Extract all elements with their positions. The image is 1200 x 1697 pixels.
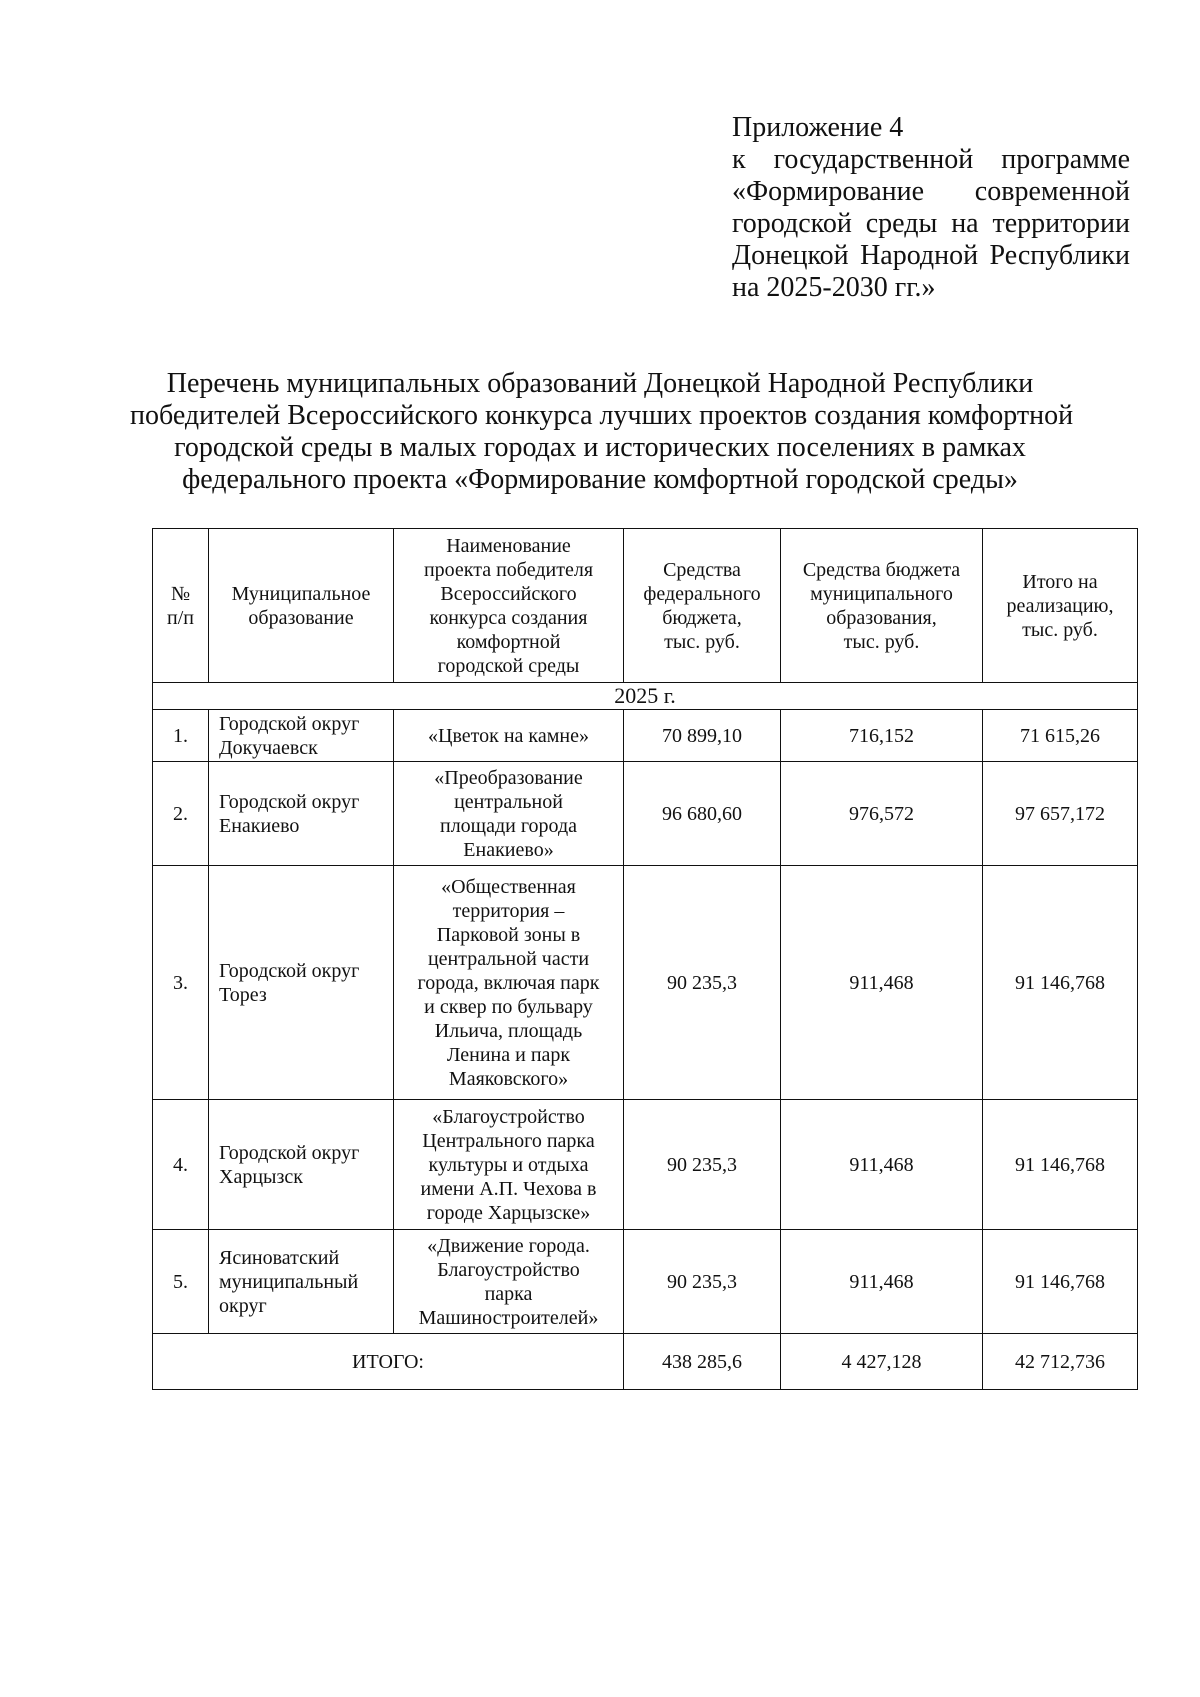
text-line: Городской округ	[219, 790, 360, 813]
appendix-line: на 2025-2030 гг.»	[732, 272, 936, 303]
header-row	[153, 529, 1138, 683]
cell-municipal: 976,572	[781, 762, 983, 866]
cell-federal: 96 680,60	[624, 762, 781, 866]
text-line: Ясиноватский	[219, 1246, 340, 1269]
appendix-line: Донецкой Народной Республики	[732, 240, 1130, 271]
text-line: Наименование	[446, 534, 571, 557]
text-line: Докучаевск	[219, 736, 318, 759]
text-line: «Преобразование	[434, 766, 583, 789]
text-line: проекта победителя	[423, 558, 594, 581]
cell-municipal: 716,152	[781, 710, 983, 762]
winners-table	[152, 528, 1138, 1390]
text-line: городской среды	[437, 654, 580, 677]
year-label: 2025 г.	[153, 683, 1138, 710]
text-line: центральной	[454, 790, 563, 813]
text-line: Парковой зоны в	[436, 923, 581, 946]
appendix-line: городской среды на территории	[732, 208, 1130, 239]
text-line: «Движение города.	[427, 1234, 590, 1257]
title-line: городской среды в малых городах и исторических поселениях в рамках	[174, 432, 1026, 463]
cell-project	[394, 710, 624, 762]
cell-municipal: 911,468	[781, 1100, 983, 1230]
cell-municipality	[209, 1230, 394, 1334]
totals-federal: 438 285,6	[624, 1334, 781, 1390]
text-line: муниципальный	[219, 1270, 359, 1293]
cell-num: 3.	[153, 866, 209, 1100]
appendix-block	[732, 112, 1130, 304]
title-line: победителей Всероссийского конкурса лучших проектов создания комфортной	[130, 400, 1074, 431]
text-line: Торез	[219, 983, 267, 1006]
table-row	[153, 710, 1138, 762]
text-line: «Общественная	[441, 875, 576, 898]
text-line: Средства	[663, 558, 741, 581]
text-line: «Благоустройство	[432, 1105, 585, 1128]
table-row	[153, 1230, 1138, 1334]
text-line: городе Харцызске»	[426, 1201, 591, 1224]
cell-federal: 70 899,10	[624, 710, 781, 762]
text-line: Енакиево	[219, 814, 300, 837]
cell-federal: 90 235,3	[624, 1230, 781, 1334]
totals-total: 42 712,736	[983, 1334, 1138, 1390]
cell-total: 91 146,768	[983, 1100, 1138, 1230]
cell-municipal: 911,468	[781, 1230, 983, 1334]
text-line: «Цветок на камне»	[428, 724, 589, 747]
appendix-line: «Формирование современной	[732, 176, 1130, 207]
text-line: тыс. руб.	[664, 630, 740, 653]
year-row	[153, 683, 1138, 710]
text-line: парка	[484, 1282, 533, 1305]
table-row	[153, 762, 1138, 866]
text-line: комфортной	[456, 630, 561, 653]
text-line: Ильича, площадь	[434, 1019, 583, 1042]
cell-project	[394, 1230, 624, 1334]
text-line: бюджета,	[662, 606, 742, 629]
text-line: реализацию,	[1006, 594, 1114, 617]
cell-municipality	[209, 866, 394, 1100]
cell-total: 91 146,768	[983, 1230, 1138, 1334]
cell-total: 97 657,172	[983, 762, 1138, 866]
table-row	[153, 1100, 1138, 1230]
text-line: тыс. руб.	[1022, 618, 1098, 641]
header-federal	[624, 529, 781, 683]
header-total	[983, 529, 1138, 683]
appendix-line: к государственной программе	[732, 144, 1130, 175]
text-line: тыс. руб.	[843, 630, 920, 653]
text-line: Средства бюджета	[802, 558, 961, 581]
cell-municipality	[209, 762, 394, 866]
cell-municipality	[209, 710, 394, 762]
text-line: Благоустройство	[437, 1258, 580, 1281]
text-line: территория –	[452, 899, 565, 922]
text-line: федерального	[643, 582, 761, 605]
text-line: Итого на	[1022, 570, 1098, 593]
text-line: площади города	[439, 814, 578, 837]
text-line: №	[170, 582, 191, 605]
cell-project	[394, 1100, 624, 1230]
text-line: п/п	[167, 606, 194, 629]
text-line: образование	[248, 606, 354, 629]
header-municipal	[781, 529, 983, 683]
table-row	[153, 866, 1138, 1100]
text-line: города, включая парк	[417, 971, 600, 994]
text-line: Маяковского»	[448, 1067, 569, 1090]
cell-num: 2.	[153, 762, 209, 866]
text-line: Енакиево»	[463, 838, 554, 861]
text-line: Харцызск	[219, 1165, 303, 1188]
text-line: Городской округ	[219, 712, 360, 735]
cell-federal: 90 235,3	[624, 866, 781, 1100]
text-line: имени А.П. Чехова в	[420, 1177, 597, 1200]
text-line: культуры и отдыха	[428, 1153, 589, 1176]
cell-num: 1.	[153, 710, 209, 762]
cell-total: 71 615,26	[983, 710, 1138, 762]
cell-federal: 90 235,3	[624, 1100, 781, 1230]
cell-num: 4.	[153, 1100, 209, 1230]
appendix-line: Приложение 4	[732, 112, 904, 143]
text-line: конкурса создания	[429, 606, 588, 629]
totals-label: ИТОГО:	[153, 1334, 624, 1390]
cell-num: 5.	[153, 1230, 209, 1334]
header-num	[153, 529, 209, 683]
text-line: Машиностроителей»	[418, 1306, 599, 1329]
totals-municipal: 4 427,128	[781, 1334, 983, 1390]
text-line: Ленина и парк	[446, 1043, 571, 1066]
text-line: образования,	[826, 606, 937, 629]
cell-project	[394, 866, 624, 1100]
text-line: Всероссийского	[440, 582, 577, 605]
text-line: Центрального парка	[422, 1129, 595, 1152]
cell-total: 91 146,768	[983, 866, 1138, 1100]
text-line: Городской округ	[219, 1141, 360, 1164]
text-line: округ	[219, 1294, 267, 1317]
text-line: Городской округ	[219, 959, 360, 982]
cell-municipality	[209, 1100, 394, 1230]
text-line: и сквер по бульвару	[424, 995, 593, 1018]
document-title	[130, 368, 1074, 496]
header-municipality	[209, 529, 394, 683]
cell-municipal: 911,468	[781, 866, 983, 1100]
title-line: Перечень муниципальных образований Донецкой Народной Республики	[166, 368, 1034, 399]
title-line: федерального проекта «Формирование комфортной городской среды»	[182, 464, 1018, 495]
text-line: Муниципальное	[231, 582, 371, 605]
cell-project	[394, 762, 624, 866]
text-line: центральной части	[427, 947, 590, 970]
totals-row	[153, 1334, 1138, 1390]
text-line: муниципального	[810, 582, 953, 605]
header-project	[394, 529, 624, 683]
